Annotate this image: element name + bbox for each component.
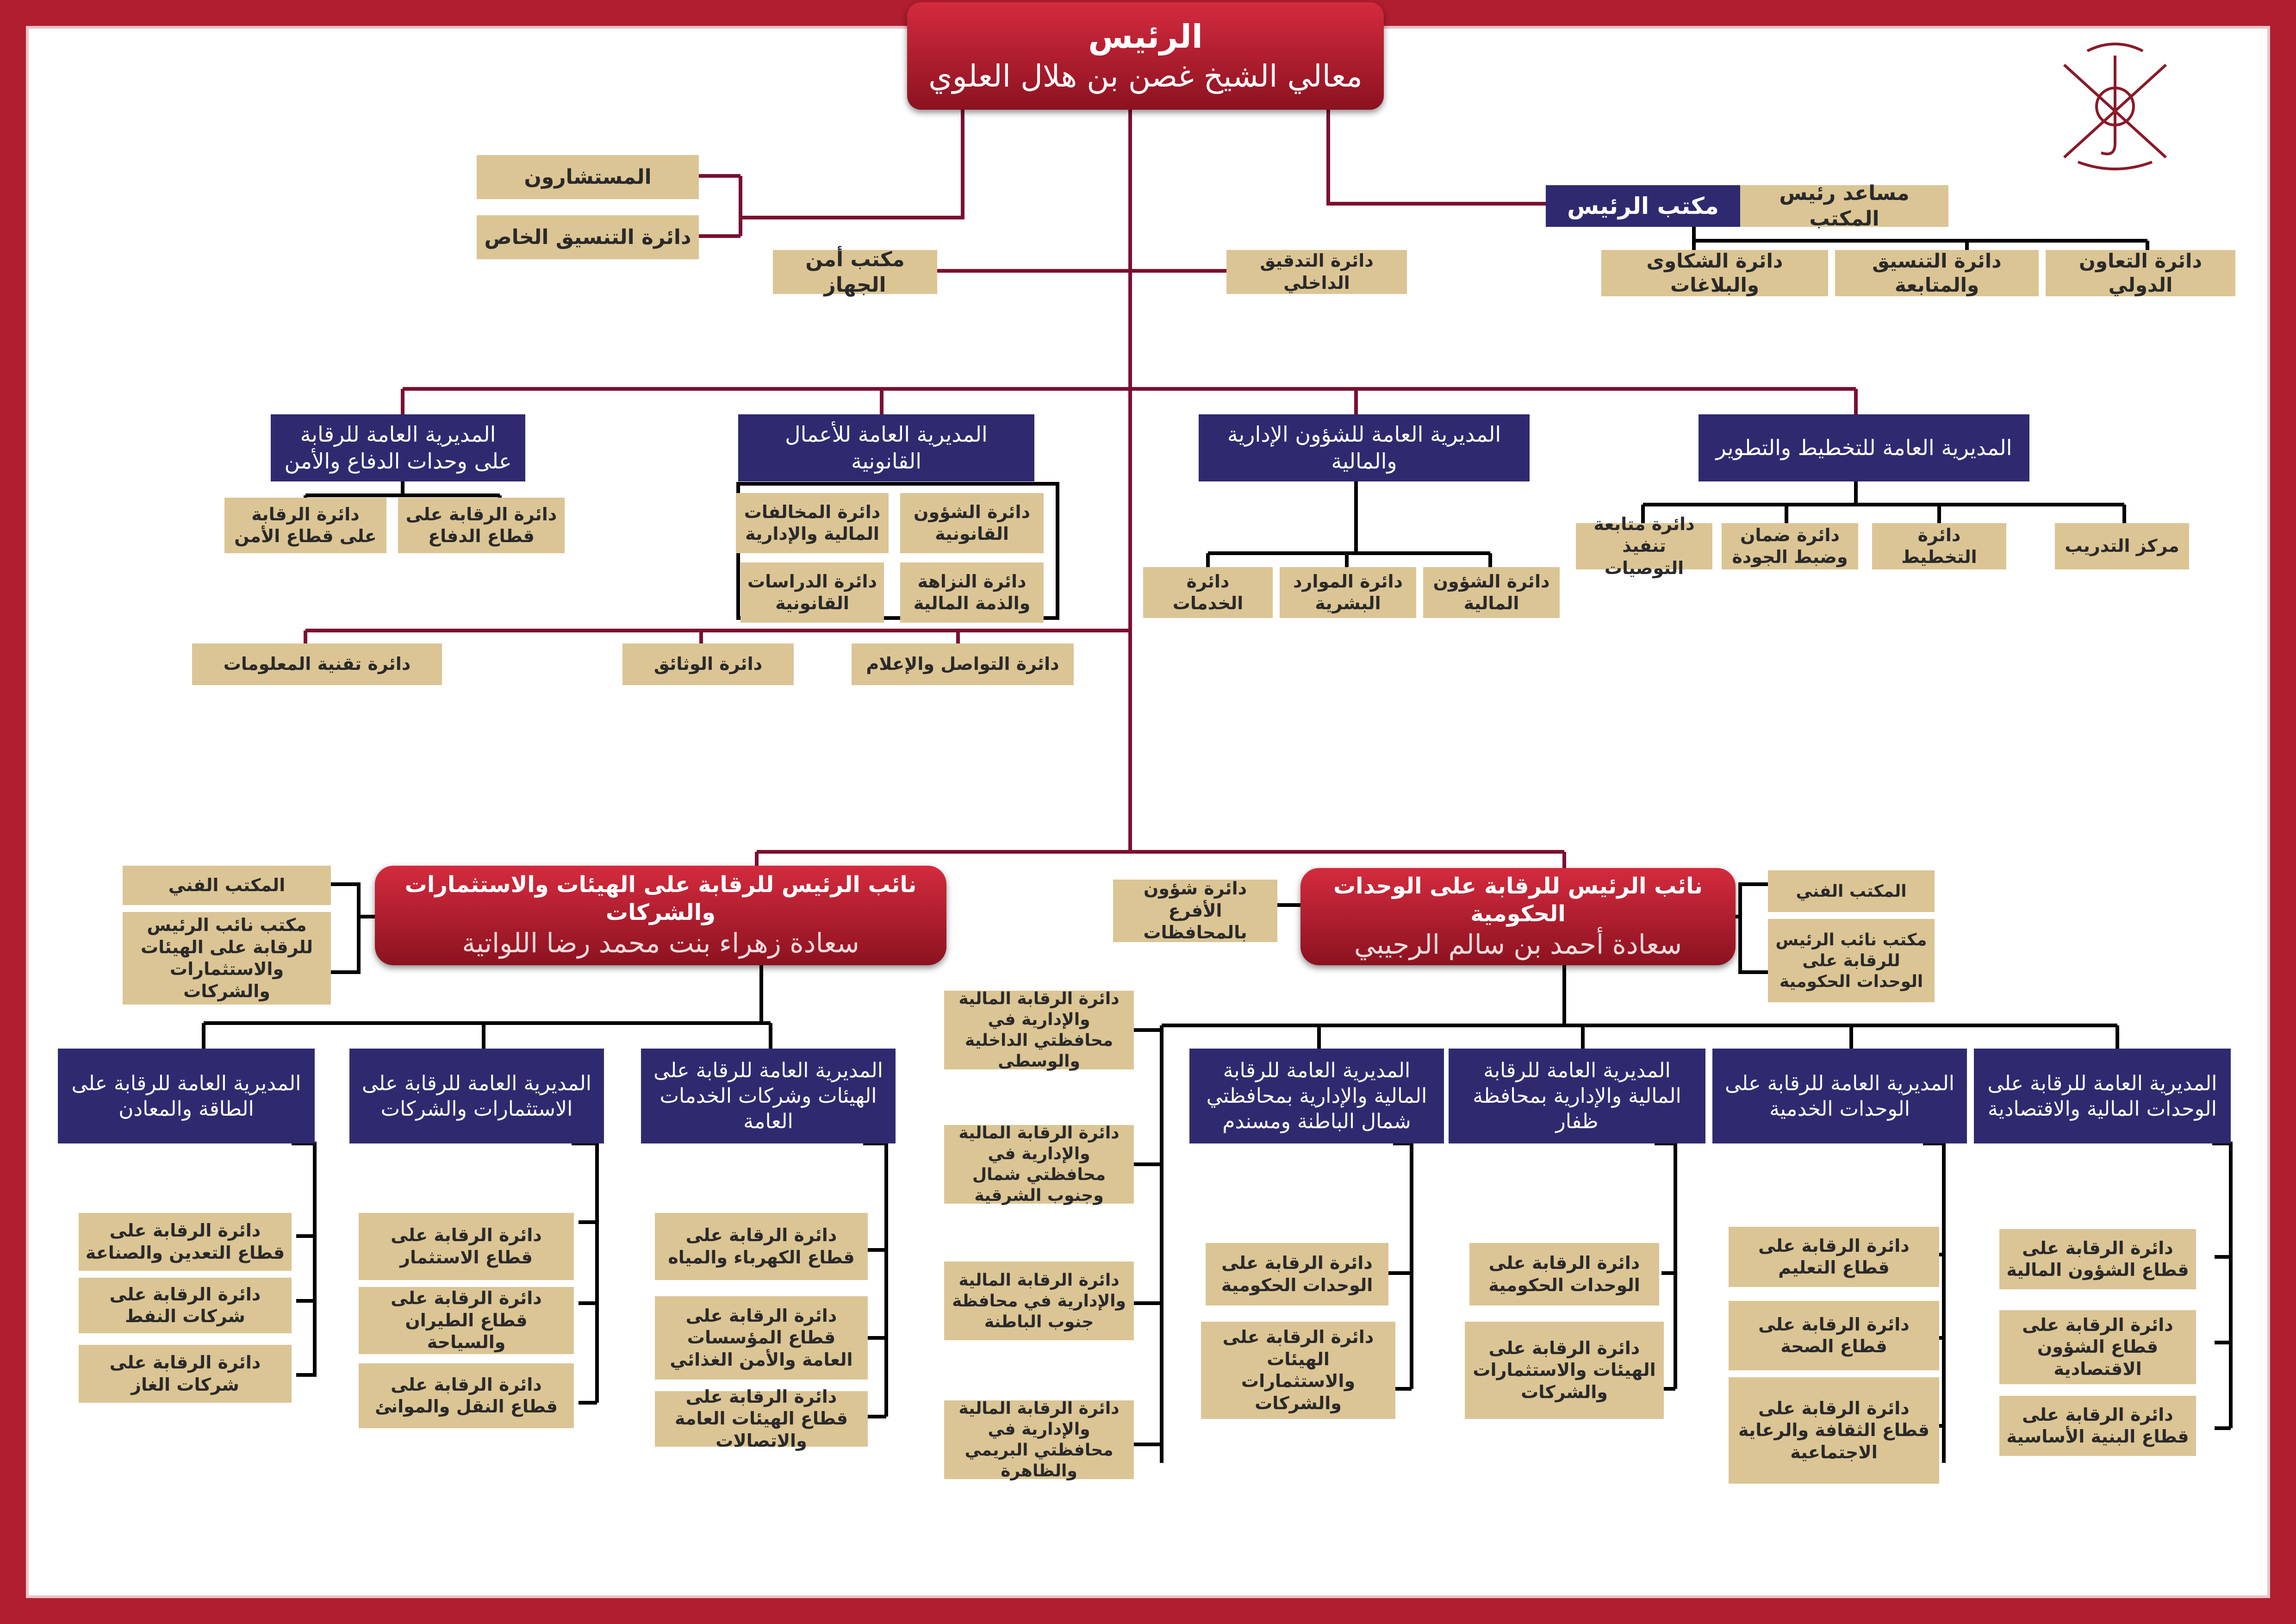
planning-followup: دائرة متابعة تنفيذ التوصيات [1576,523,1712,569]
office-dept-international: دائرة التعاون الدولي [2046,250,2235,296]
vp-inv-name: سعادة زهراء بنت محمد رضا اللواتية [462,927,859,959]
energy-oil: دائرة الرقابة على شركات النفط [79,1278,292,1333]
dg-dhofar-box: المديرية العامة للرقابة المالية والإدارية بمحافظة ظفار [1449,1049,1705,1143]
energy-gas: دائرة الرقابة على شركات الغاز [79,1345,292,1403]
planning-training-center: مركز التدريب [2055,523,2189,569]
fin-units-economy: دائرة الرقابة على قطاع الشؤون الاقتصادية [1999,1310,2196,1384]
legal-violations: دائرة المخالفات المالية والإدارية [736,493,889,553]
ps-bodies-telecom: دائرة الرقابة على قطاع الهيئات العامة والاتصالات [655,1391,868,1447]
vp-gov-tech-office: المكتب الفني [1768,870,1935,912]
vp-inv-office: مكتب نائب الرئيس للرقابة على الهيئات والاستثمارات والشركات [123,912,331,1005]
admin-services: دائرة الخدمات [1143,567,1273,618]
dg-public-services-box: المديرية العامة للرقابة على الهيئات وشركات الخدمات العامة [641,1049,896,1143]
north-bodies: دائرة الرقابة على الهيئات والاستثمارات والشركات [1201,1322,1395,1419]
dg-investments-box: المديرية العامة للرقابة على الاستثمارات والشركات [349,1049,604,1143]
president-name: معالي الشيخ غصن بن هلال العلوي [928,58,1363,94]
dg-fin-units-box: المديرية العامة للرقابة على الوحدات المالية والاقتصادية [1974,1049,2231,1143]
vp-inv-tech-office: المكتب الفني [123,866,331,905]
vp-gov-title: نائب الرئيس للرقابة على الوحدات الحكومية [1333,873,1703,927]
dg-service-units-box: المديرية العامة للرقابة على الوحدات الخدمية [1712,1049,1967,1143]
inv-transport-ports: دائرة الرقابة على قطاع النقل والموانئ [359,1363,574,1428]
dg-north-box: المديرية العامة للرقابة المالية والإدارية بمحافظتي شمال الباطنة ومسندم [1189,1049,1444,1143]
legal-studies: دائرة الدراسات القانونية [740,562,884,623]
service-education: دائرة الرقابة على قطاع التعليم [1729,1227,1939,1287]
advisors-box: المستشارون [477,155,699,199]
fin-units-finance: دائرة الرقابة على قطاع الشؤون المالية [1999,1229,2196,1289]
comms-media-dept: دائرة التواصل والإعلام [852,643,1074,685]
ps-electricity-water: دائرة الرقابة على قطاع الكهرباء والمياه [655,1213,868,1280]
ps-public-institutions: دائرة الرقابة على قطاع المؤسسات العامة والأمن الغذائي [655,1296,868,1380]
branches-dept: دائرة شؤون الأفرع بالمحافظات [1113,880,1277,942]
dg-defense-box: المديرية العامة للرقابة على وحدات الدفاع والأمن [271,414,525,481]
dg-planning-box: المديرية العامة للتخطيط والتطوير [1699,414,2029,481]
regional-south-batinah: دائرة الرقابة المالية والإدارية في محافظة جنوب الباطنة [944,1262,1134,1340]
dg-legal-box: المديرية العامة للأعمال القانونية [738,414,1034,481]
service-health: دائرة الرقابة على قطاع الصحة [1729,1301,1939,1370]
dg-admin-box: المديرية العامة للشؤون الإدارية والمالية [1199,414,1530,481]
fin-units-infrastructure: دائرة الرقابة على قطاع البنية الأساسية [1999,1396,2196,1456]
office-dept-coordination: دائرة التنسيق والمتابعة [1835,250,2039,296]
energy-mining: دائرة الرقابة على قطاع التعدين والصناعة [79,1213,292,1271]
vp-gov-name: سعادة أحمد بن سالم الرجيبي [1354,928,1682,960]
security-office-box: مكتب أمن الجهاز [773,250,937,294]
north-gov-units: دائرة الرقابة على الوحدات الحكومية [1206,1243,1388,1305]
documents-dept: دائرة الوثائق [622,643,794,685]
security-sector: دائرة الرقابة على قطاع الأمن [224,498,386,553]
defense-sector: دائرة الرقابة على قطاع الدفاع [398,498,565,553]
president-box [907,2,1384,110]
admin-finance: دائرة الشؤون المالية [1423,567,1560,618]
regional-dakhiliya: دائرة الرقابة المالية والإدارية في محافظتي الداخلية والوسطى [944,991,1134,1069]
vp-inv-box [375,866,946,965]
president-office-box: مكتب الرئيس [1546,185,1740,227]
legal-integrity: دائرة النزاهة والذمة المالية [900,562,1044,623]
it-dept: دائرة تقنية المعلومات [192,643,442,685]
vp-inv-title: نائب الرئيس للرقابة على الهيئات والاستثمارات والشركات [404,872,917,926]
regional-sharqiya: دائرة الرقابة المالية والإدارية في محافظتي شمال وجنوب الشرقية [944,1125,1134,1204]
president-title: الرئيس [1088,18,1203,56]
planning-dept: دائرة التخطيط [1872,523,2006,569]
planning-quality: دائرة ضمان وضبط الجودة [1722,523,1858,569]
dhofar-bodies: دائرة الرقابة على الهيئات والاستثمارات والشركات [1465,1322,1664,1419]
regional-buraimi: دائرة الرقابة المالية والإدارية في محافظتي البريمي والظاهرة [944,1400,1134,1479]
vp-gov-office: مكتب نائب الرئيس للرقابة على الوحدات الحكومية [1768,919,1935,1002]
inv-investment: دائرة الرقابة على قطاع الاستثمار [359,1213,574,1280]
office-dept-complaints: دائرة الشكاوى والبلاغات [1601,250,1828,296]
internal-audit-box: دائرة التدقيق الداخلي [1226,250,1407,294]
dg-energy-box: المديرية العامة للرقابة على الطاقة والمعادن [58,1049,315,1143]
legal-affairs: دائرة الشؤون القانونية [900,493,1044,553]
admin-hr: دائرة الموارد البشرية [1280,567,1416,618]
vp-gov-box [1300,868,1736,965]
oman-emblem-icon [2046,37,2184,176]
office-assistant-box: مساعد رئيس المكتب [1740,185,1948,227]
service-culture: دائرة الرقابة على قطاع الثقافة والرعاية الاجتماعية [1729,1377,1939,1484]
inv-aviation-tourism: دائرة الرقابة على قطاع الطيران والسياحة [359,1287,574,1354]
special-coordination-box: دائرة التنسيق الخاص [477,215,699,259]
dhofar-gov-units: دائرة الرقابة على الوحدات الحكومية [1469,1243,1659,1305]
